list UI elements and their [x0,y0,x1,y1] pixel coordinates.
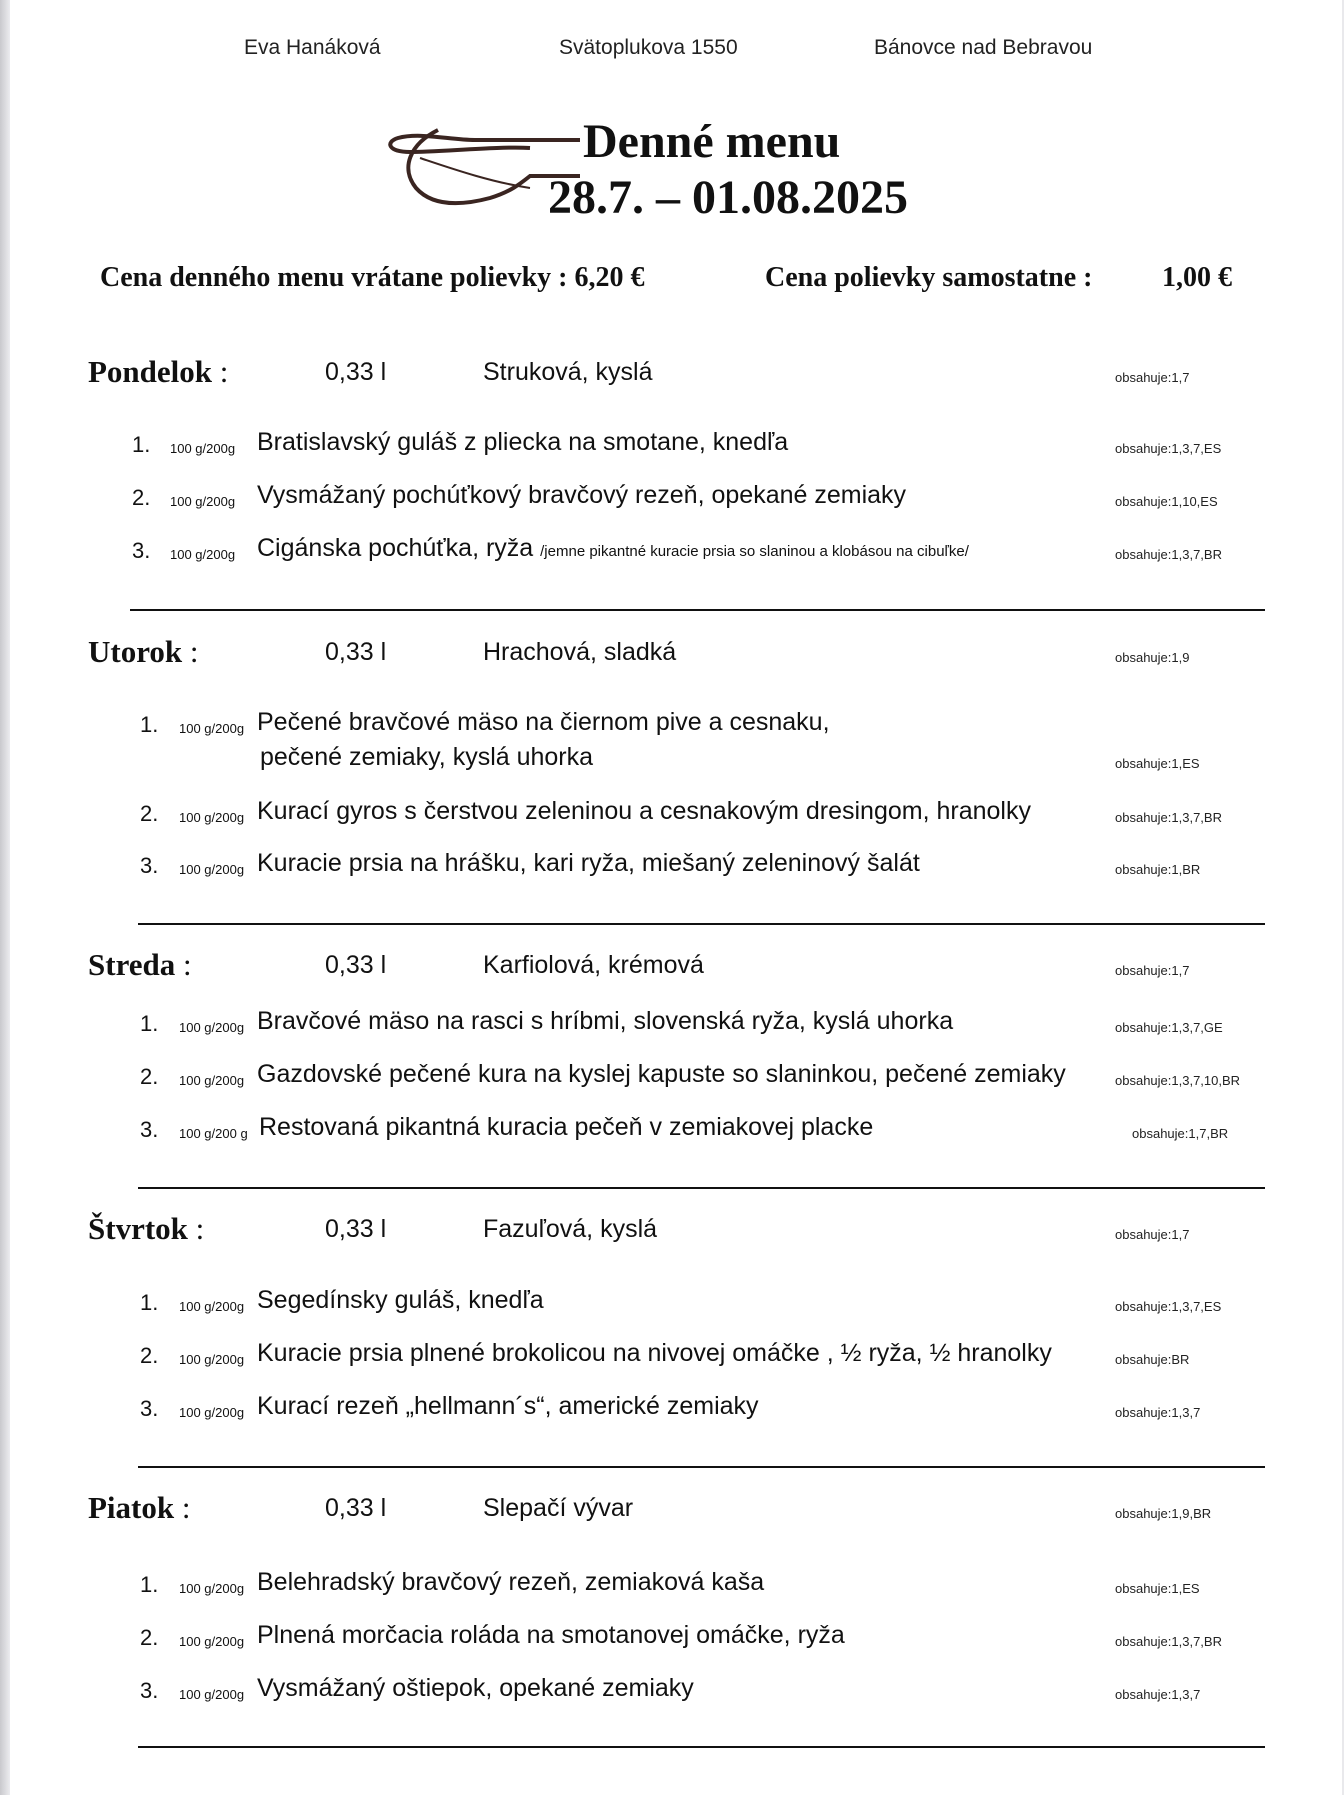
restaurant-street: Svätoplukova 1550 [559,36,738,59]
dish-name: Pečené bravčové mäso na čiernom pive a cesnaku, [257,708,830,736]
dish-note: /jemne pikantné kuracie prsia so slaninou a klobásou na cibuľke/ [540,543,969,560]
dish-weight: 100 g/200g [179,1687,245,1702]
dish-weight: 100 g/200g [179,1073,245,1088]
dish-allergens: obsahuje:1,3,7,ES [1115,1299,1222,1314]
dish-weight: 100 g/200g [179,721,245,736]
soup-name: Karfiolová, krémová [483,951,704,979]
dish-name: Kuracie prsia plnené brokolicou na nivovej omáčke , ½ ryža, ½ hranolky [257,1339,1052,1367]
dish-number: 3. [140,1117,159,1142]
dish-name: Restovaná pikantná kuracia pečeň v zemiakovej placke [259,1113,874,1141]
section-divider [130,609,1265,611]
dish-weight: 100 g/200g [179,1299,245,1314]
dish-allergens: obsahuje:1,7,BR [1132,1126,1229,1141]
dish-weight: 100 g/200g [179,1020,245,1035]
page-edge-shadow [0,0,10,1795]
soup-volume: 0,33 l [325,358,387,386]
dish-number: 1. [132,432,151,457]
dish-number: 2. [140,801,159,826]
section-divider [138,1466,1265,1468]
dish-name: Vysmážaný pochúťkový bravčový rezeň, opekané zemiaky [257,481,907,509]
dish-number: 2. [132,485,151,510]
menu-title: Denné menu [583,115,841,168]
dish-allergens: obsahuje:1,ES [1115,1581,1200,1596]
day-heading-wednesday: Streda : [88,947,192,982]
dish-number: 3. [140,1678,159,1703]
section-divider [138,923,1265,925]
section-divider [138,1187,1265,1189]
soup-volume: 0,33 l [325,1215,387,1243]
soup-name: Struková, kyslá [483,358,653,386]
menu-dates: 28.7. – 01.08.2025 [548,171,908,224]
dish-weight: 100 g/200g [179,810,245,825]
soup-volume: 0,33 l [325,951,387,979]
dish-weight: 100 g/200g [179,1581,245,1596]
section-divider [138,1746,1265,1748]
dish-name: Bratislavský guláš z pliecka na smotane, knedľa [257,428,789,456]
dish-weight: 100 g/200g [179,1352,245,1367]
restaurant-city: Bánovce nad Bebravou [874,36,1093,59]
dish-weight: 100 g/200 g [179,1126,248,1141]
dish-weight: 100 g/200g [179,1634,245,1649]
dish-allergens: obsahuje:1,ES [1115,756,1200,771]
dish-number: 3. [132,538,151,563]
soup-allergens: obsahuje:1,7 [1115,1227,1190,1242]
restaurant-owner: Eva Hanáková [244,36,381,59]
soup-name: Slepačí vývar [483,1494,634,1522]
dish-allergens: obsahuje:1,3,7 [1115,1405,1201,1420]
dish-name: Plnená morčacia roláda na smotanovej omáčke, ryža [257,1621,845,1649]
dish-weight: 100 g/200g [179,862,245,877]
soup-allergens: obsahuje:1,9,BR [1115,1506,1212,1521]
soup-name: Fazuľová, kyslá [483,1215,658,1243]
dish-name-continued: pečené zemiaky, kyslá uhorka [260,743,594,771]
dish-weight: 100 g/200g [170,547,236,562]
day-heading-tuesday: Utorok : [88,634,199,669]
dish-allergens: obsahuje:1,3,7,BR [1115,1634,1222,1649]
soup-allergens: obsahuje:1,7 [1115,963,1190,978]
dish-allergens: obsahuje:1,3,7,BR [1115,547,1222,562]
soup-price-label: Cena polievky samostatne : [765,262,1093,293]
dish-name: Kurací rezeň „hellmann´s“, americké zemiaky [257,1392,759,1420]
dish-number: 1. [140,712,159,737]
dish-name: Bravčové mäso na rasci s hríbmi, slovenská ryža, kyslá uhorka [257,1007,954,1035]
dish-weight: 100 g/200g [170,494,236,509]
dish-number: 1. [140,1011,159,1036]
dish-number: 3. [140,1396,159,1421]
dish-allergens: obsahuje:1,3,7,ES [1115,441,1222,456]
menu-page [10,0,1342,1795]
soup-name: Hrachová, sladká [483,638,677,666]
dish-name: Cigánska pochúťka, ryža /jemne pikantné kuracie prsia so slaninou a klobásou na cibuľke/ [257,534,969,562]
dish-allergens: obsahuje:1,3,7,GE [1115,1020,1223,1035]
soup-volume: 0,33 l [325,1494,387,1522]
soup-allergens: obsahuje:1,7 [1115,370,1190,385]
day-heading-friday: Piatok : [88,1490,191,1525]
dish-number: 2. [140,1625,159,1650]
dish-number: 1. [140,1290,159,1315]
soup-allergens: obsahuje:1,9 [1115,650,1190,665]
dish-allergens: obsahuje:1,BR [1115,862,1201,877]
dish-name: Kurací gyros s čerstvou zeleninou a cesnakovým dresingom, hranolky [257,797,1031,825]
menu-price: Cena denného menu vrátane polievky : 6,20 € [100,262,645,293]
dish-name: Belehradský bravčový rezeň, zemiaková kaša [257,1568,765,1596]
dish-allergens: obsahuje:1,3,7,10,BR [1115,1073,1241,1088]
dish-number: 2. [140,1343,159,1368]
dish-allergens: obsahuje:1,3,7 [1115,1687,1201,1702]
dish-number: 2. [140,1064,159,1089]
dish-weight: 100 g/200g [170,441,236,456]
dish-number: 3. [140,853,159,878]
soup-price-value: 1,00 € [1162,262,1232,293]
dish-name: Vysmážaný oštiepok, opekané zemiaky [257,1674,694,1702]
dish-weight: 100 g/200g [179,1405,245,1420]
dish-number: 1. [140,1572,159,1597]
day-heading-monday: Pondelok : [88,354,229,389]
day-heading-thursday: Štvrtok : [88,1211,205,1246]
dish-allergens: obsahuje:BR [1115,1352,1190,1367]
dish-name: Kuracie prsia na hrášku, kari ryža, miešaný zeleninový šalát [257,849,920,877]
dish-name: Segedínsky guláš, knedľa [257,1286,544,1314]
dish-allergens: obsahuje:1,10,ES [1115,494,1218,509]
soup-volume: 0,33 l [325,638,387,666]
dish-name: Gazdovské pečené kura na kyslej kapuste so slaninkou, pečené zemiaky [257,1060,1066,1088]
dish-allergens: obsahuje:1,3,7,BR [1115,810,1222,825]
